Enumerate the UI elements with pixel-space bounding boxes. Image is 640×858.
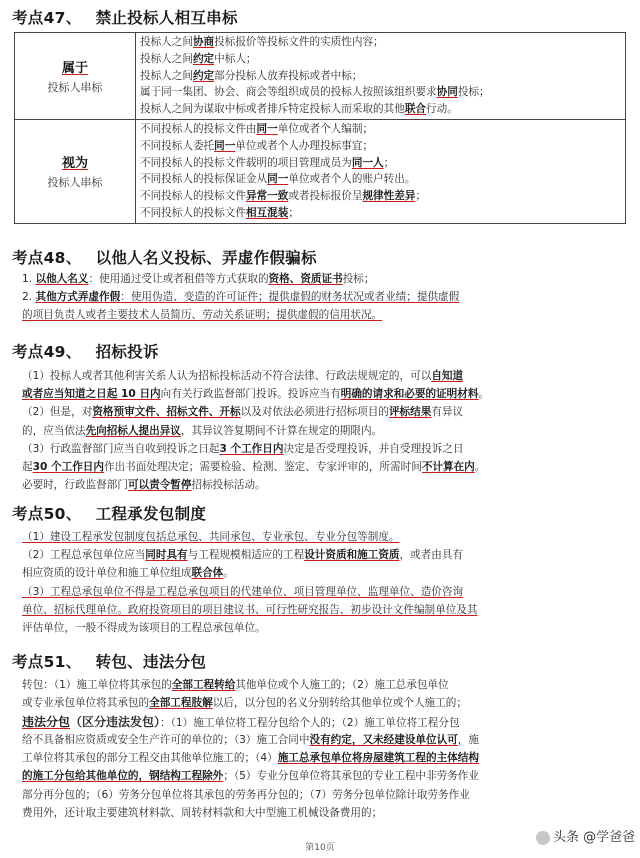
belong-list	[136, 33, 626, 120]
list-item: 属于同一集团、协会、商会等组织成员的投标人按照该组织要求协同投标；	[140, 86, 490, 99]
collusion-table	[14, 32, 626, 224]
paragraph-line: （3）工程总承包单位不得是工程总承包项目的代建单位、项目管理单位、监理单位、造价咨询	[22, 585, 464, 598]
paragraph-line: 的施工分包给其他单位的，钢结构工程除外；（5）专业分包单位将其承包的专业工程中非劳务作业	[22, 770, 479, 783]
list-item: 投标人之间协商投标报价等投标文件的实质性内容；	[140, 36, 384, 48]
watermark-icon	[536, 831, 550, 845]
paragraph-line: （2）工程总承包单位应当同时具有与工程规模相适应的工程设计资质和施工资质，或者由具有	[22, 549, 464, 562]
section-49-heading: 考点49、 招标投诉	[12, 343, 159, 361]
list-item: 不同投标人的投标文件异常一致或者投标报价呈规律性差异；	[140, 190, 427, 203]
section-51-heading: 考点51、 转包、违法分包	[12, 653, 207, 671]
section-50-heading: 考点50、 工程承发包制度	[12, 505, 207, 523]
section-50-body	[22, 528, 622, 637]
paragraph-line: 的，应当依法先向招标人提出异议，其异议答复期间不计算在规定的期限内。	[22, 424, 383, 437]
table-row	[15, 119, 626, 223]
list-item: 不同投标人的投标文件由同一单位或者个人编制；	[140, 122, 374, 135]
deemed-list	[136, 119, 626, 223]
section-48-heading: 考点48、 以他人名义投标、弄虚作假骗标	[12, 249, 317, 267]
paragraph-line: （3）行政监督部门应当自收到投诉之日起3 个工作日内决定是否受理投诉，并自受理投诉之日	[22, 442, 464, 455]
paragraph-line: 必要时，行政监督部门可以责令暂停招标投标活动。	[22, 479, 266, 492]
list-item: 投标人之间约定中标人；	[140, 52, 257, 65]
paragraph-line: 评估单位，一般不得成为该项目的工程总承包单位。	[22, 621, 266, 634]
list-item: 不同投标人的投标保证金从同一单位或者个人的账户转出。	[140, 173, 416, 186]
paragraph-line: 单位、招标代理单位。政府投资项目的项目建议书、可行性研究报告、初步设计文件编制单位及其	[22, 603, 478, 616]
paragraph-line: 违法分包（区分违法发包）：（1）施工单位将工程分包给个人的；（2）施工单位将工程分包	[22, 714, 460, 729]
list-item: 不同投标人的投标文件相互混装；	[140, 206, 299, 219]
table-row	[15, 33, 626, 120]
belong-category: 属于 投标人串标	[15, 33, 136, 120]
paragraph-line: 给不具备相应资质或安全生产许可的单位的；（3）施工合同中没有约定，又未经建设单位认可，施	[22, 733, 479, 746]
section-48-body	[22, 270, 622, 325]
section-47-heading: 考点47、 禁止投标人相互串标	[12, 9, 238, 27]
section-49-body	[22, 367, 622, 494]
paragraph-line: 工单位将其承包的部分工程交由其他单位施工的；（4）施工总承包单位将房屋建筑工程的主体结构	[22, 752, 479, 765]
paragraph-line: 部分再分包的；（6）劳务分包单位将其承包的劳务再分包的；（7）劳务分包单位除计取劳务作业	[22, 788, 470, 801]
paragraph-line: 2. 其他方式弄虚作假：使用伪造、变造的许可证件；提供虚假的财务状况或者业绩；提供虚假	[22, 291, 460, 304]
paragraph-line: 或者应当知道之日起 10 日内向有关行政监督部门投诉。投诉应当有明确的请求和必要的证明材料。	[22, 388, 490, 401]
list-item: 不同投标人的投标文件载明的项目管理成员为同一人；	[140, 156, 395, 169]
paragraph-line: 或专业承包单位将其承包的全部工程肢解以后，以分包的名义分别转给其他单位或个人施工的；	[22, 697, 467, 710]
paragraph-line: （2）但是，对资格预审文件、招标文件、开标以及对依法必须进行招标项目的评标结果有异议	[22, 406, 464, 419]
paragraph-line: 的项目负责人或者主要技术人员简历、劳动关系证明；提供虚假的信用状况。	[22, 309, 383, 322]
deemed-category: 视为 投标人串标	[15, 119, 136, 223]
watermark: 头条 @学爸爸	[536, 826, 635, 845]
list-item: 投标人之间为谋取中标或者排斥特定投标人而采取的其他联合行动。	[140, 103, 458, 116]
section-51-body	[22, 676, 622, 822]
paragraph-line: 起30 个工作日内作出书面处理决定；需要检验、检测、鉴定、专家评审的，所需时间不计算在内。	[22, 460, 486, 473]
paragraph-line: （1）建设工程承发包制度包括总承包、共同承包、专业承包、专业分包等制度。	[22, 531, 400, 543]
list-item: 不同投标人委托同一单位或者个人办理投标事宜；	[140, 139, 374, 152]
paragraph-line: 1. 以他人名义：使用通过受让或者租借等方式获取的资格、资质证书投标；	[22, 273, 375, 285]
paragraph-line: 转包：（1）施工单位将其承包的全部工程转给其他单位或个人施工的；（2）施工总承包单位	[22, 679, 449, 691]
paragraph-line: 相应资质的设计单位和施工单位组成联合体。	[22, 567, 234, 580]
paragraph-line: 费用外，还计取主要建筑材料款、周转材料款和大中型施工机械设备费用的；	[22, 807, 383, 820]
paragraph-line: （1）投标人或者其他利害关系人认为招标投标活动不符合法律、行政法规规定的，可以自知道	[22, 370, 464, 382]
list-item: 投标人之间约定部分投标人放弃投标或者中标；	[140, 69, 363, 82]
page-number: 第10页	[305, 843, 335, 853]
